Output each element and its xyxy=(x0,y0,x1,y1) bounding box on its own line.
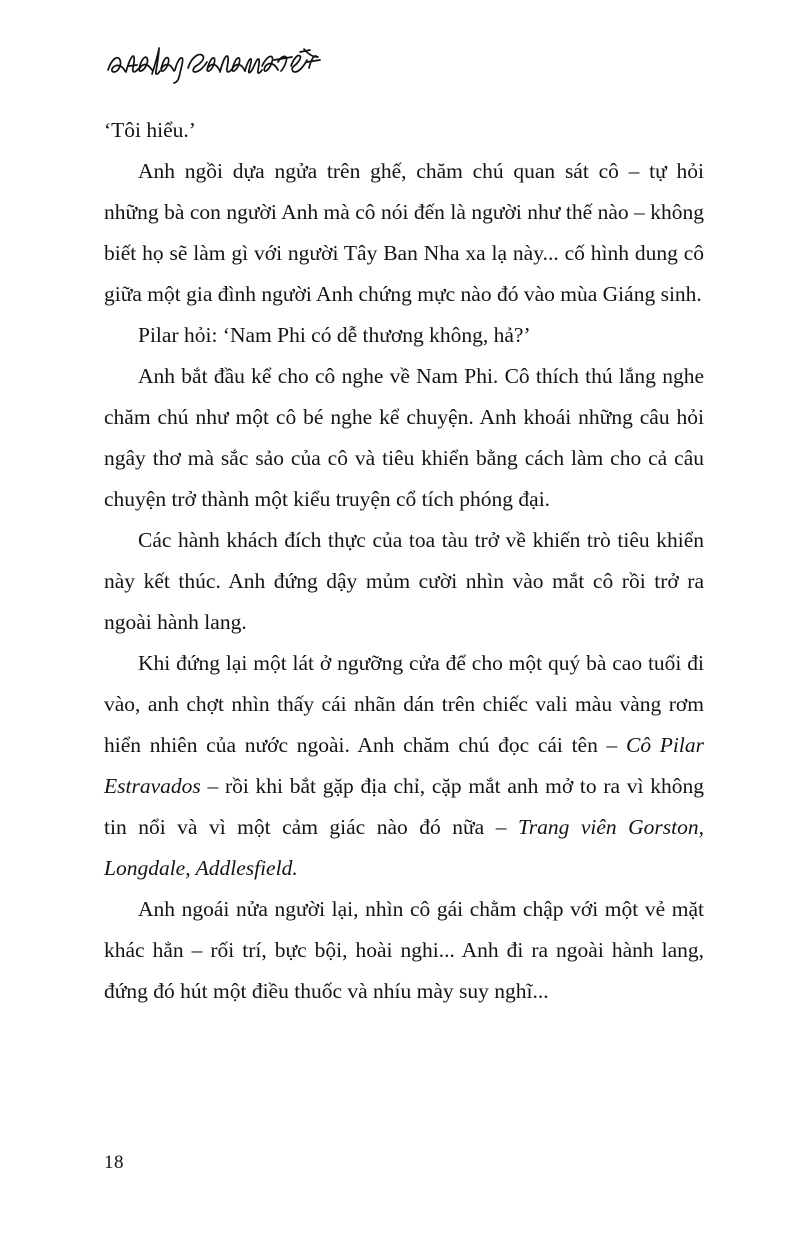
paragraph: Các hành khách đích thực của toa tàu trở về khiến trò tiêu khiển này kết thúc. Anh đứng dậy mủm cười nhìn vào mắt cô rồi trở ra ngoài hành lang. xyxy=(104,528,704,634)
paragraph: Khi đứng lại một lát ở ngưỡng cửa để cho một quý bà cao tuổi đi vào, anh chợt nhìn thấy cái nhãn dán trên chiếc vali màu vàng rơm hiển nhiên của nước ngoài. Anh chăm chú đọc cái tên – Cô Pilar Estravados – rồi khi bắt gặp địa chỉ, cặp mắt anh mở to ra vì không tin nổi và vì một cảm giác nào đó nữa – Trang viên Gorston, Longdale, Addlesfield. xyxy=(104,651,704,880)
paragraph: Anh bắt đầu kể cho cô nghe về Nam Phi. Cô thích thú lắng nghe chăm chú như một cô bé nghe kể chuyện. Anh khoái những câu hỏi ngây thơ mà sắc sảo của cô và tiêu khiển bằng cách làm cho cả câu chuyện trở thành một kiểu truyện cổ tích phóng đại. xyxy=(104,364,704,511)
paragraph: Anh ngoái nửa người lại, nhìn cô gái chằm chập với một vẻ mặt khác hẳn – rối trí, bực bội, hoài nghi... Anh đi ra ngoài hành lang, đứng đó hút một điều thuốc và nhíu mày suy nghĩ... xyxy=(104,897,704,1003)
paragraph: Anh ngồi dựa ngửa trên ghế, chăm chú quan sát cô – tự hỏi những bà con người Anh mà cô nói đến là người như thế nào – không biết họ sẽ làm gì với người Tây Ban Nha xa lạ này... cố hình dung cô giữa một gia đình người Anh chứng mực nào đó vào mùa Giáng sinh. xyxy=(104,159,704,306)
page-number: 18 xyxy=(104,1152,124,1173)
paragraph: ‘Tôi hiểu.’ xyxy=(104,118,196,142)
author-signature-logo xyxy=(104,44,364,84)
paragraph: Pilar hỏi: ‘Nam Phi có dễ thương không, hả?’ xyxy=(138,323,531,347)
page-body xyxy=(104,110,704,1012)
